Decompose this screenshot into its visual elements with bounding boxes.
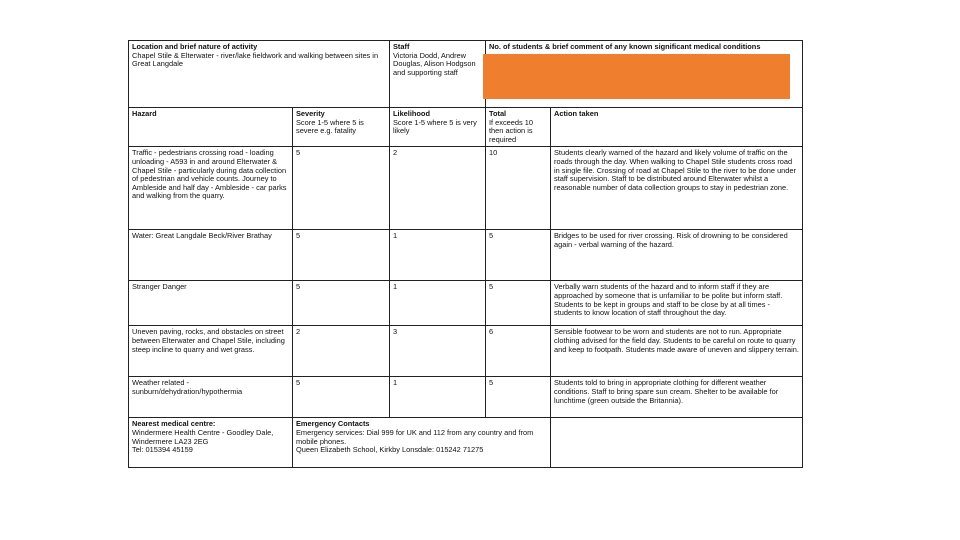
table-row xyxy=(129,281,803,326)
action-header xyxy=(551,108,803,147)
likelihood-cell: 2 xyxy=(390,147,486,230)
staff-cell xyxy=(390,41,486,108)
medical-centre-label: Nearest medical centre: xyxy=(132,419,216,429)
total-cell: 5 xyxy=(486,377,551,418)
emergency-contacts-cell xyxy=(293,418,551,468)
hazard-cell: Weather related - sunburn/dehydration/hypothermia xyxy=(129,377,293,418)
likelihood-cell: 1 xyxy=(390,281,486,326)
severity-header xyxy=(293,108,390,147)
footer-row xyxy=(129,418,803,468)
staff-value: Victoria Dodd, Andrew Douglas, Alison Hodgson and supporting staff xyxy=(393,50,476,77)
action-cell: Verbally warn students of the hazard and to inform staff if they are approached by someone that is unfamiliar to be polite but inform staff. Students to be kept in groups and staff to be close by at all times - students to know location of staff throughout the day. xyxy=(551,281,803,326)
medical-centre-cell xyxy=(129,418,293,468)
action-cell: Bridges to be used for river crossing. Risk of drowning to be considered again - verbal warning of the hazard. xyxy=(551,230,803,281)
risk-assessment-table xyxy=(128,40,803,468)
table-row xyxy=(129,147,803,230)
total-cell: 5 xyxy=(486,281,551,326)
empty-footer-cell xyxy=(551,418,803,468)
location-label: Location and brief nature of activity xyxy=(132,42,258,51)
action-header-label: Action taken xyxy=(554,109,599,118)
total-cell: 10 xyxy=(486,147,551,230)
action-cell: Students told to bring in appropriate clothing for different weather conditions. Staff to bring spare sun cream. Shelter to be available for lunchtime (green outside the Britannia). xyxy=(551,377,803,418)
location-cell xyxy=(129,41,390,108)
table-row xyxy=(129,230,803,281)
hazard-header-label: Hazard xyxy=(132,109,157,118)
likelihood-header-label: Likelihood xyxy=(393,109,430,118)
medical-centre-details: Windermere Health Centre - Goodley Dale, Windermere LA23 2EG Tel: 015394 45159 xyxy=(132,427,274,455)
column-header-row xyxy=(129,108,803,147)
likelihood-cell: 3 xyxy=(390,326,486,377)
hazard-header xyxy=(129,108,293,147)
total-cell: 6 xyxy=(486,326,551,377)
emergency-contacts-label: Emergency Contacts xyxy=(296,419,370,429)
hazard-cell: Stranger Danger xyxy=(129,281,293,326)
likelihood-cell: 1 xyxy=(390,230,486,281)
severity-cell: 5 xyxy=(293,377,390,418)
total-header-desc: If exceeds 10 then action is required xyxy=(489,117,533,144)
likelihood-cell: 1 xyxy=(390,377,486,418)
redaction-box xyxy=(483,54,790,99)
severity-cell: 5 xyxy=(293,230,390,281)
students-label: No. of students & brief comment of any known significant medical conditions xyxy=(489,42,761,51)
risk-assessment-sheet xyxy=(128,40,802,472)
staff-label: Staff xyxy=(393,42,410,51)
table-row xyxy=(129,326,803,377)
severity-cell: 5 xyxy=(293,147,390,230)
hazard-cell: Traffic - pedestrians crossing road - loading unloading - A593 in and around Elterwater & Chapel Stile - particularly during data collection of pedestrian and vehicle counts. Journey to Ambleside and half day - Ambleside - car parks and walking from the quarry. xyxy=(129,147,293,230)
hazard-cell: Water: Great Langdale Beck/River Brathay xyxy=(129,230,293,281)
severity-header-label: Severity xyxy=(296,109,325,118)
table-row xyxy=(129,377,803,418)
emergency-contacts-details: Emergency services: Dial 999 for UK and 112 from any country and from mobile phones. Queen Elizabeth School, Kirkby Lonsdale: 015242 71275 xyxy=(296,427,534,455)
likelihood-header xyxy=(390,108,486,147)
action-cell: Sensible footwear to be worn and students are not to run. Appropriate clothing advised for the field day. Students to be careful on route to quarry and keep to footpath. Students made aware of uneven and slippery terrain. xyxy=(551,326,803,377)
location-value: Chapel Stile & Elterwater - river/lake fieldwork and walking between sites in Great Langdale xyxy=(132,50,379,69)
action-cell: Students clearly warned of the hazard and likely volume of traffic on the roads through the day. When walking to Chapel Stile students cross road in single file. Crossing of road at Chapel Stile to the river to be done under staff supervision. Staff to be distributed around Elterwater whilst a reasonable number of data collection groups to stay in pedestrian zone. xyxy=(551,147,803,230)
likelihood-header-desc: Score 1-5 where 5 is very likely xyxy=(393,117,477,136)
total-header-label: Total xyxy=(489,109,507,118)
severity-header-desc: Score 1-5 where 5 is severe e.g. fatality xyxy=(296,117,364,136)
total-header xyxy=(486,108,551,147)
severity-cell: 5 xyxy=(293,281,390,326)
total-cell: 5 xyxy=(486,230,551,281)
hazard-cell: Uneven paving, rocks, and obstacles on street between Elterwater and Chapel Stile, including steep incline to quarry and wet grass. xyxy=(129,326,293,377)
severity-cell: 2 xyxy=(293,326,390,377)
